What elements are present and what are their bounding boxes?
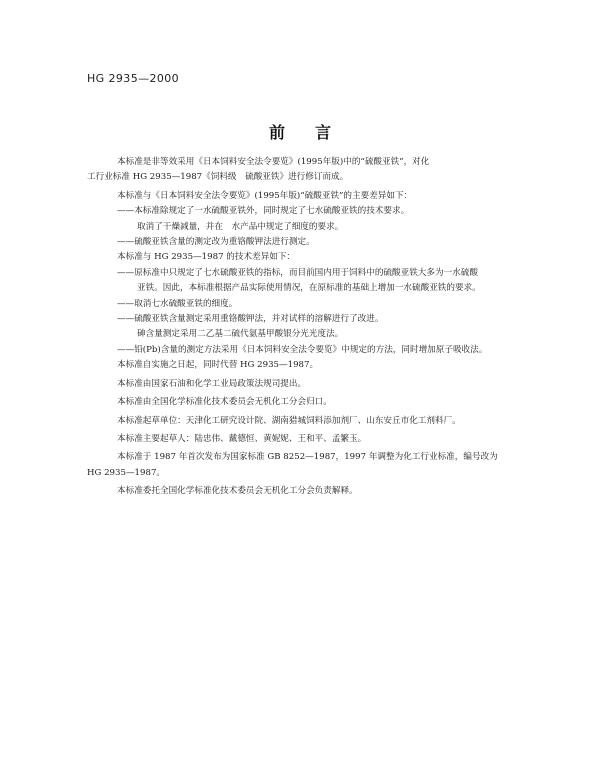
- list-item: ——铅(Pb)含量的测定方法采用《日本饲料安全法令要览》中规定的方法，同时增加原子吸收法。: [117, 344, 488, 355]
- list-item-continuation: 砷含量测定采用二乙基二硫代氨基甲酸银分光光度法。: [137, 329, 344, 340]
- paragraph-line: 本标准起草单位：天津化工研究设计院、湖南猎城饲料添加剂厂、山东安丘市化工剂料厂。: [117, 415, 461, 426]
- paragraph-line: 本标准与《日本饲料安全法令要览》(1995年版)“硫酸亚铁”的主要差异如下：: [117, 190, 413, 201]
- paragraph-line: 本标准主要起草人：陆忠伟、戴德恒、黄妮妮、王和平、孟繁玉。: [117, 433, 367, 444]
- paragraph-line: 工行业标准 HG 2935—1987《饲料级 硫酸亚铁》进行修订而成。: [87, 172, 349, 183]
- list-item-continuation: 取消了干燥减量，并在 水产品中规定了细度的要求。: [137, 221, 344, 232]
- paragraph-line: 本标准与 HG 2935—1987 的技术差异如下：: [117, 252, 296, 263]
- list-item: ——硫酸亚铁含量测定采用重铬酸钾法，并对试样的溶解进行了改进。: [117, 314, 384, 325]
- list-item: ——取消七水硫酸亚铁的细度。: [117, 298, 238, 309]
- paragraph-line: 本标准于 1987 年首次发布为国家标准 GB 8252—1987，1997 年调整为化工行业标准，编号改为: [117, 452, 498, 463]
- paragraph-line: 本标准由全国化学标准化技术委员会无机化工分会归口。: [117, 397, 332, 408]
- paragraph-line: 本标准委托全国化学标准化技术委员会无机化工分会负责解释。: [117, 486, 358, 497]
- standard-code: HG 2935—2000: [87, 72, 180, 85]
- paragraph-line: 本标准是非等效采用《日本饲料安全法令要览》(1995年版)中的“硫酸亚铁”，对化: [117, 157, 430, 167]
- list-item: ——本标准除规定了一水硫酸亚铁外，同时规定了七水硫酸亚铁的技术要求。: [117, 206, 410, 217]
- page-title: 前言: [268, 123, 361, 142]
- list-item: ——原标准中只规定了七水硫酸亚铁的指标，而目前国内用于饲料中的硫酸亚铁大多为一水硫酸: [117, 267, 478, 278]
- foreword-body: [87, 155, 557, 500]
- paragraph-line: 本标准自实施之日起，同时代替 HG 2935—1987。: [117, 360, 319, 371]
- list-item-continuation: 亚铁。因此，本标准根据产品实际使用情况，在原标准的基础上增加一水硫酸亚铁的要求。: [137, 283, 481, 294]
- list-item: ——硫酸亚铁含量的测定改为重铬酸钾法进行测定。: [117, 237, 315, 248]
- paragraph-line: 本标准由国家石油和化学工业局政策法规司提出。: [117, 378, 307, 389]
- paragraph-line: HG 2935—1987。: [87, 467, 166, 478]
